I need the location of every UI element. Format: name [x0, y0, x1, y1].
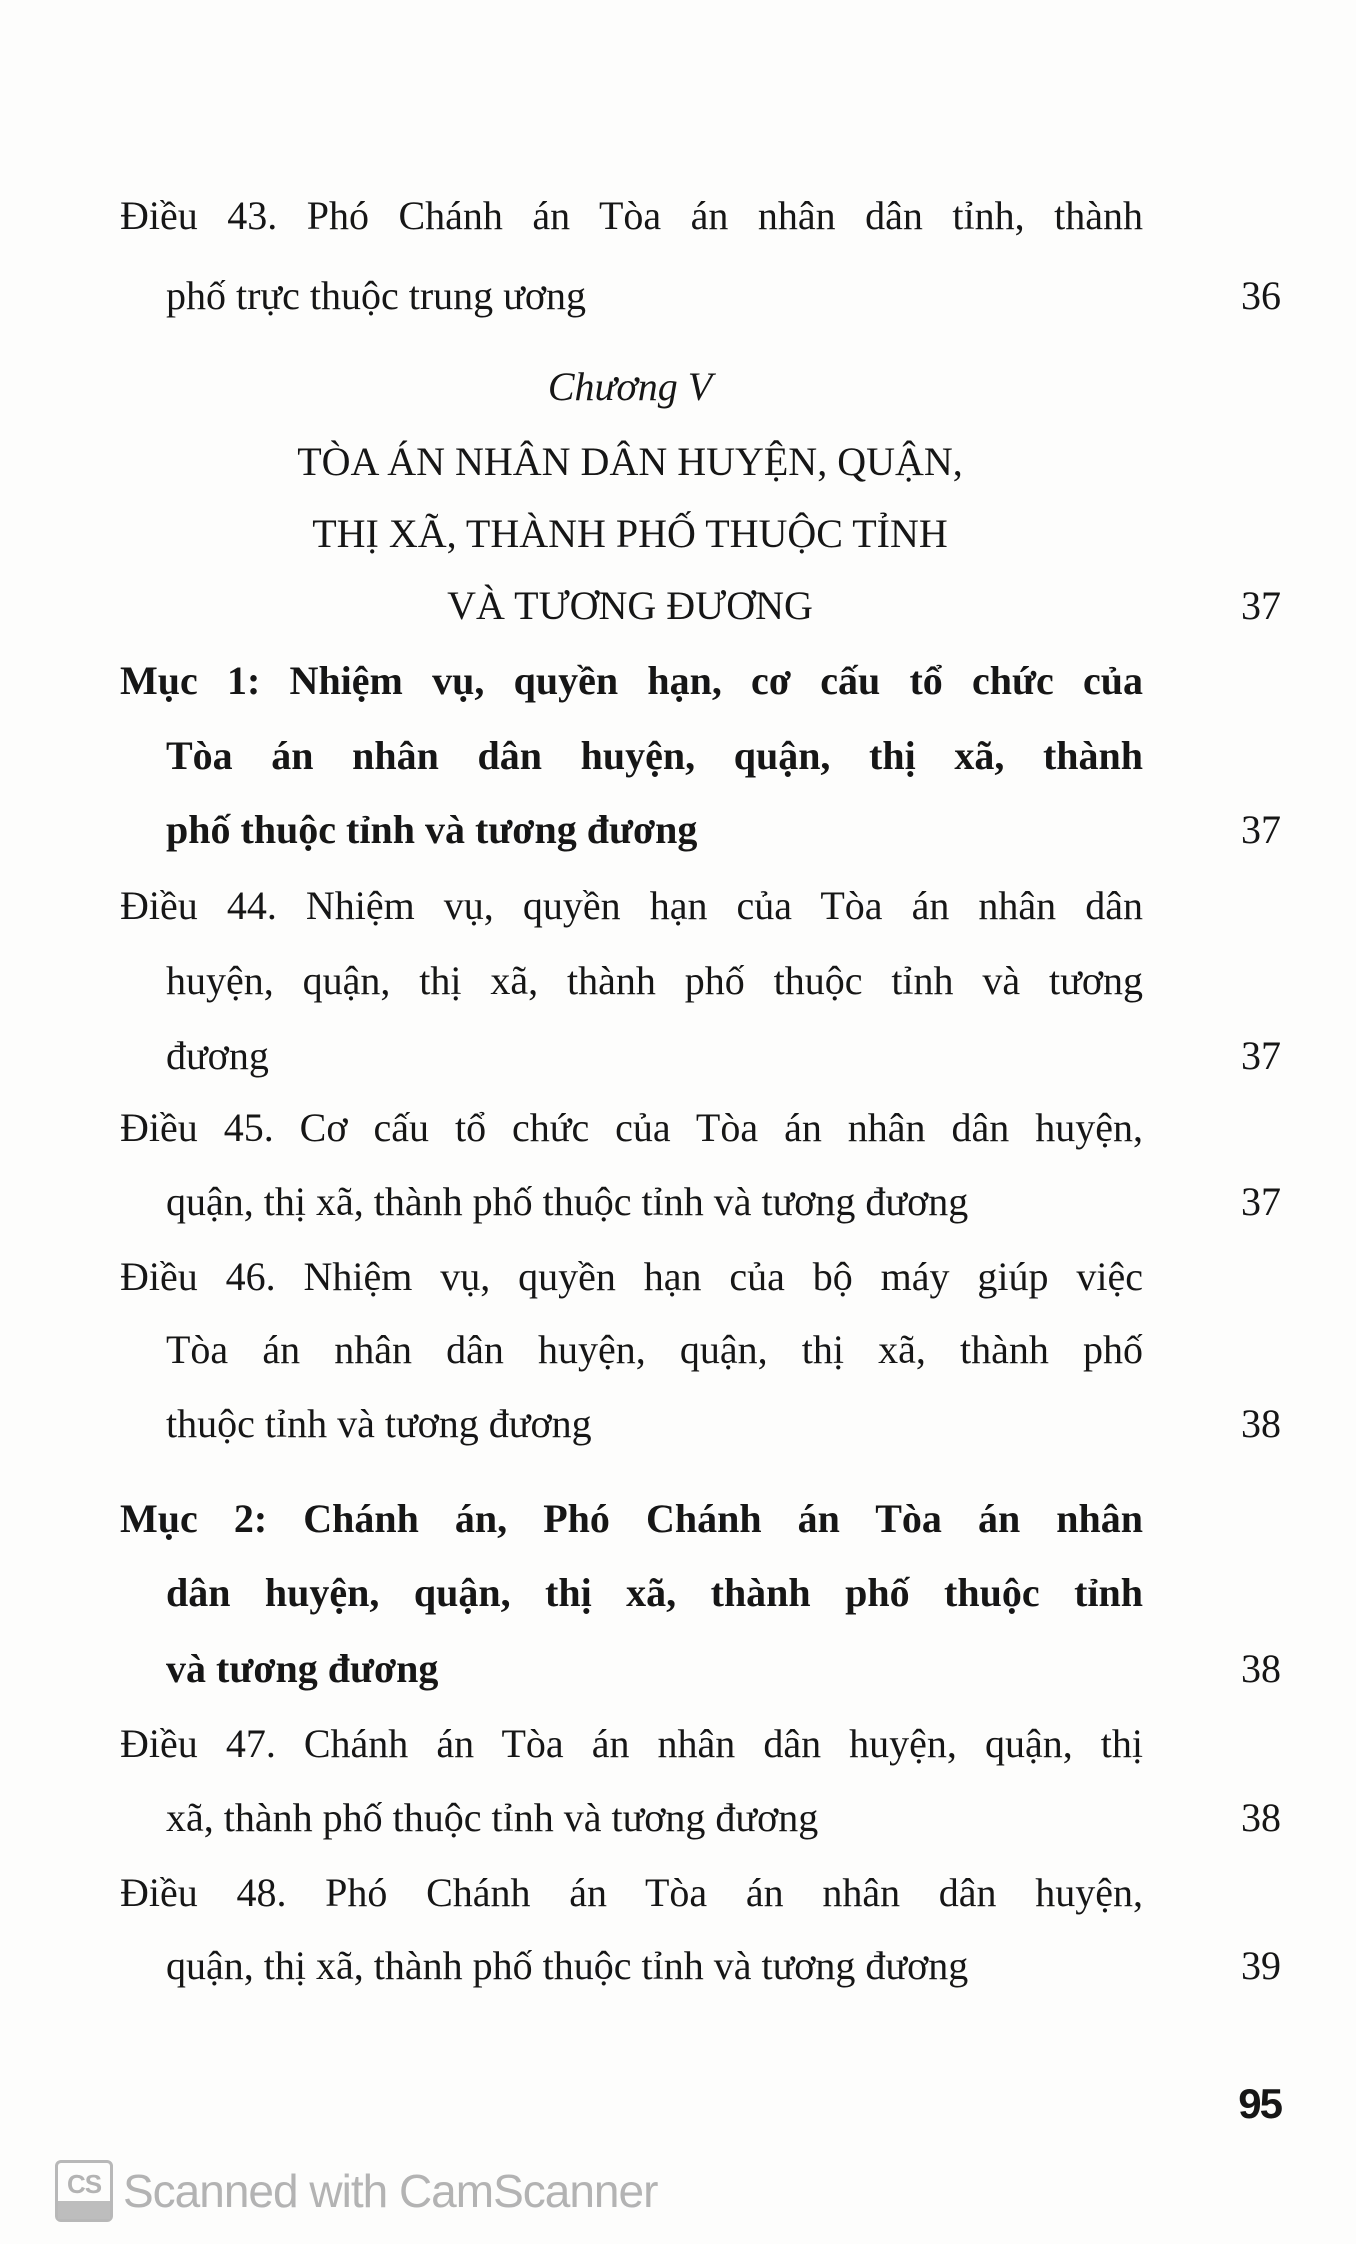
entry-page-number: 37 [1241, 583, 1281, 628]
entry-page-number: 37 [1241, 1179, 1281, 1224]
chapter-title-line: TÒA ÁN NHÂN DÂN HUYỆN, QUẬN, [297, 439, 963, 484]
entry-line: đương [166, 1033, 269, 1078]
entry-page-number: 37 [1241, 1033, 1281, 1078]
entry-page-number: 37 [1241, 807, 1281, 852]
entry-page-number: 39 [1241, 1943, 1281, 1988]
entry-page-number: 38 [1241, 1795, 1281, 1840]
entry-line: quận, thị xã, thành phố thuộc tỉnh và tương đương [166, 1943, 969, 1988]
entry-line: Điều 46. Nhiệm vụ, quyền hạn của bộ máy giúp việc [120, 1254, 1143, 1299]
entry-page-number: 38 [1241, 1646, 1281, 1691]
entry-line: Mục 2: Chánh án, Phó Chánh án Tòa án nhân [120, 1496, 1143, 1541]
watermark-text: Scanned with CamScanner [123, 2165, 658, 2217]
entry-line: Điều 44. Nhiệm vụ, quyền hạn của Tòa án nhân dân [120, 883, 1143, 928]
entry-line: và tương đương [166, 1646, 439, 1691]
entry-line: xã, thành phố thuộc tỉnh và tương đương [166, 1795, 819, 1840]
entry-page-number: 36 [1241, 273, 1281, 318]
entry-line: Điều 47. Chánh án Tòa án nhân dân huyện, quận, thị [120, 1721, 1143, 1766]
chapter-label: Chương V [547, 364, 713, 409]
entry-line: Điều 43. Phó Chánh án Tòa án nhân dân tỉnh, thành [120, 193, 1143, 238]
chapter-title-line: VÀ TƯƠNG ĐƯƠNG [447, 583, 813, 628]
entry-line: Tòa án nhân dân huyện, quận, thị xã, thành [166, 733, 1143, 778]
page-number: 95 [1238, 2080, 1281, 2127]
chapter-title-line: THỊ XÃ, THÀNH PHỐ THUỘC TỈNH [312, 511, 948, 556]
entry-line: phố trực thuộc trung ương [166, 273, 586, 318]
entry-page-number: 38 [1241, 1401, 1281, 1446]
entry-line: Điều 45. Cơ cấu tổ chức của Tòa án nhân dân huyện, [120, 1105, 1143, 1150]
entry-line: dân huyện, quận, thị xã, thành phố thuộc tỉnh [166, 1570, 1143, 1615]
camscanner-watermark [55, 2160, 657, 2222]
entry-line: Tòa án nhân dân huyện, quận, thị xã, thành phố [166, 1327, 1143, 1372]
entry-line: huyện, quận, thị xã, thành phố thuộc tỉnh và tương [166, 958, 1143, 1003]
entry-line: thuộc tỉnh và tương đương [166, 1401, 592, 1446]
entry-line: Điều 48. Phó Chánh án Tòa án nhân dân huyện, [120, 1870, 1143, 1915]
entry-line: Mục 1: Nhiệm vụ, quyền hạn, cơ cấu tổ chức của [120, 658, 1143, 703]
entry-line: phố thuộc tỉnh và tương đương [166, 807, 698, 852]
camscanner-logo-icon: CS [55, 2160, 113, 2222]
entry-line: quận, thị xã, thành phố thuộc tỉnh và tương đương [166, 1179, 969, 1224]
